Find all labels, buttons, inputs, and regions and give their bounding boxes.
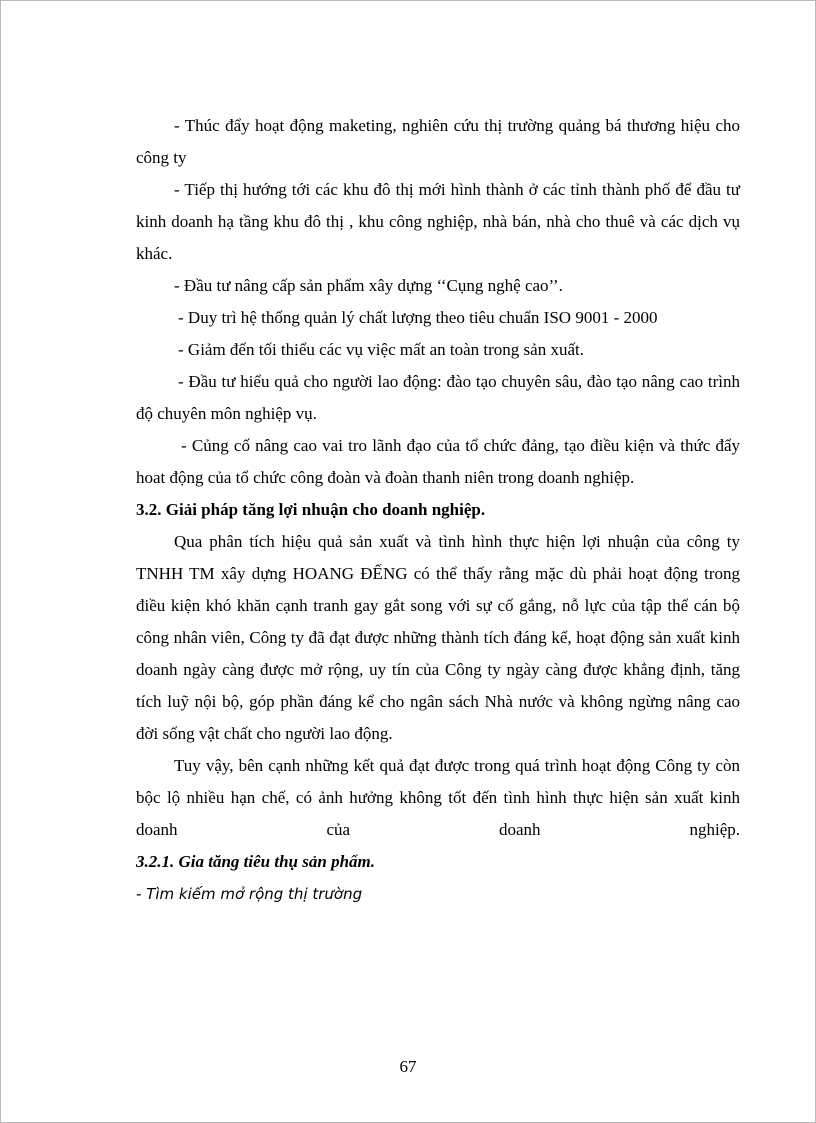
bullet-product-upgrade: - Đầu tư nâng cấp sản phẩm xây dựng ‘‘Cụng nghệ cao’’. bbox=[174, 276, 563, 295]
body-paragraph-limitations: Tuy vậy, bên cạnh những kết quả đạt được trong quá trình hoạt động Công ty còn bộc lộ nhiều hạn chế, có ảnh hưởng không tốt đến tình hình thực hiện sản xuất kinh doanh của doanh nghiệp. bbox=[136, 756, 740, 839]
page-number: 67 bbox=[399, 1057, 417, 1076]
bullet-safety: - Giảm đến tối thiểu các vụ việc mất an toàn trong sản xuất. bbox=[178, 340, 584, 359]
subsection-heading: 3.2.1. Gia tăng tiêu thụ sản phẩm. bbox=[136, 852, 376, 871]
bullet-party-role: - Củng cố nâng cao vai tro lãnh đạo của tổ chức đảng, tạo điều kiện và thức đẩy hoat động của tổ chức công đoàn và đoàn thanh niên trong doanh nghiệp. bbox=[136, 436, 740, 487]
body-paragraph-analysis: Qua phân tích hiệu quả sản xuất và tình hình thực hiện lợi nhuận của công ty TNHH TM xây dựng HOANG ĐẾNG có thể thấy rằng mặc dù phải hoạt động trong điều kiện khó khăn cạnh tranh gay gắt song với sự cố gắng, nỗ lực của tập thể cán bộ công nhân viên, Công ty đã đạt được những thành tích đáng kể, hoạt động sản xuất kinh doanh ngày càng được mở rộng, uy tín của Công ty ngày càng được khẳng định, tăng tích luỹ nội bộ, góp phần đáng kể cho ngân sách Nhà nước và không ngừng nâng cao đời sống vật chất cho người lao động. bbox=[136, 532, 740, 743]
italic-bullet-market: - Tìm kiếm mở rộng thị trường bbox=[136, 885, 363, 903]
document-body bbox=[136, 110, 740, 910]
section-heading: 3.2. Giải pháp tăng lợi nhuận cho doanh nghiệp. bbox=[136, 500, 486, 519]
bullet-training: - Đầu tư hiểu quả cho người lao động: đào tạo chuyên sâu, đào tạo nâng cao trình độ chuyên môn nghiệp vụ. bbox=[136, 372, 740, 423]
bullet-iso-quality: - Duy trì hệ thống quản lý chất lượng theo tiêu chuẩn ISO 9001 - 2000 bbox=[178, 308, 658, 327]
bullet-marketing: - Thúc đẩy hoạt động maketing, nghiên cứu thị trường quảng bá thương hiệu cho công ty bbox=[136, 116, 740, 167]
bullet-urban-marketing: - Tiếp thị hướng tới các khu đô thị mới hình thành ở các tỉnh thành phố để đầu tư kinh doanh hạ tầng khu đô thị , khu công nghiệp, nhà bán, nhà cho thuê và các dịch vụ khác. bbox=[136, 180, 740, 263]
